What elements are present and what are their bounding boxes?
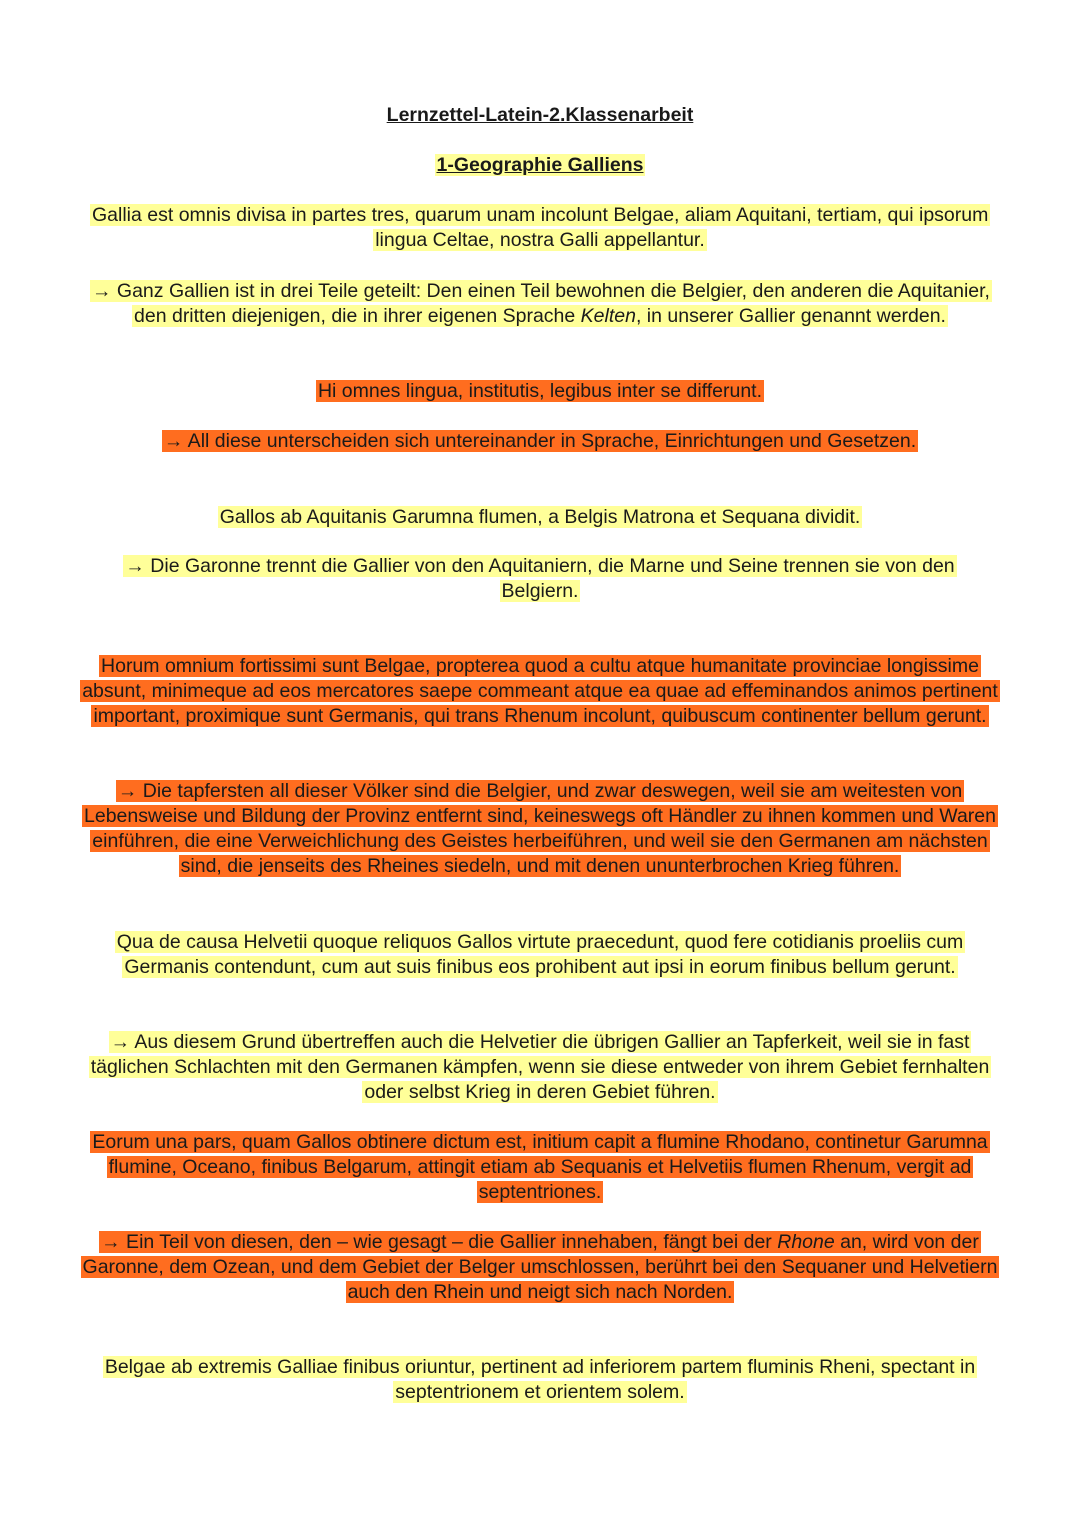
section-heading-block: [90, 153, 990, 178]
latin-paragraph-3: [90, 505, 990, 530]
paragraph-text: Hi omnes lingua, institutis, legibus inter se differunt.: [317, 380, 763, 402]
latin-paragraph-2: [90, 379, 990, 404]
german-paragraph-1: [90, 279, 990, 329]
paragraph-text: Gallia est omnis divisa in partes tres, quarum unam incolunt Belgae, aliam Aquitani, tertiam, qui ipsorum lingua Celtae, nostra Galli appellantur.: [92, 204, 989, 251]
paragraph-text-part: an, wird von der Garonne, dem Ozean, und dem Gebiet der Belger umschlossen, berührt bei den Sequaner und Helvetiern auch den Rhein und neigt sich nach Norden.: [82, 1231, 998, 1303]
german-paragraph-2: [90, 429, 990, 454]
section-heading: 1-Geographie Galliens: [436, 154, 644, 176]
paragraph-text-part: → Ein Teil von diesen, den – wie gesagt – die Gallier innehaben, fängt bei der: [101, 1231, 778, 1253]
german-paragraph-6: [80, 1230, 1000, 1305]
latin-paragraph-7: [80, 1355, 1000, 1405]
latin-paragraph-1: [90, 203, 990, 253]
latin-paragraph-5: [90, 930, 990, 980]
paragraph-text: → Aus diesem Grund übertreffen auch die Helvetier die übrigen Gallier an Tapferkeit, weil sie in fast täglichen Schlachten mit den Germanen kämpfen, wenn sie diese entweder von ihrem Gebiet fernhalten oder selbst Krieg in deren Gebiet führen.: [90, 1031, 990, 1103]
emphasis-text: Rhone: [777, 1231, 835, 1253]
latin-paragraph-6: [90, 1130, 990, 1205]
german-paragraph-5: [80, 1030, 1000, 1105]
paragraph-text: Eorum una pars, quam Gallos obtinere dictum est, initium capit a flumine Rhodano, continetur Garumna flumine, Oceano, finibus Belgarum, attingit etiam ab Sequanis et Helvetiis flumen Rhenum, vergit ad septentriones.: [92, 1131, 988, 1203]
german-paragraph-3: [90, 554, 990, 604]
german-paragraph-4: [80, 779, 1000, 879]
latin-paragraph-4: [80, 654, 1000, 729]
paragraph-text: Horum omnium fortissimi sunt Belgae, propterea quod a cultu atque humanitate provinciae longissime absunt, minimeque ad eos mercatores saepe commeant atque ea quae ad effeminandos animos pertinent important, proximique sunt Germanis, qui trans Rhenum incolunt, quibuscum continenter bellum gerunt.: [82, 655, 998, 727]
paragraph-text: → All diese unterscheiden sich untereinander in Sprache, Einrichtungen und Gesetzen.: [163, 430, 917, 452]
paragraph-text: → Die tapfersten all dieser Völker sind die Belgier, und zwar deswegen, weil sie am weitesten von Lebensweise und Bildung der Provinz entfernt sind, keineswegs oft Händler zu ihnen kommen und Waren einführen, die eine Verweichlichung des Geistes herbeiführen, und weil sie den Germanen am nächsten sind, die jenseits des Rheines siedeln, und mit denen ununterbrochen Krieg führen.: [84, 780, 996, 877]
paragraph-text: [81, 1231, 1000, 1303]
document-title-block: [90, 103, 990, 128]
paragraph-text: → Die Garonne trennt die Gallier von den Aquitaniern, die Marne und Seine trennen sie von den Belgiern.: [125, 555, 955, 602]
paragraph-text-part: , in unserer Gallier genannt werden.: [635, 305, 946, 327]
paragraph-text: Gallos ab Aquitanis Garumna flumen, a Belgis Matrona et Sequana dividit.: [219, 506, 861, 528]
paragraph-text: Belgae ab extremis Galliae finibus oriuntur, pertinent ad inferiorem partem fluminis Rheni, spectant in septentrionem et orientem solem.: [104, 1356, 976, 1403]
paragraph-text: [90, 280, 992, 327]
paragraph-text: Qua de causa Helvetii quoque reliquos Gallos virtute praecedunt, quod fere cotidianis proeliis cum Germanis contendunt, cum aut suis finibus eos prohibent aut ipsi in eorum finibus bellum gerunt.: [116, 931, 964, 978]
document-title: Lernzettel-Latein-2.Klassenarbeit: [386, 104, 694, 126]
emphasis-text: Kelten: [580, 305, 636, 327]
paragraph-text-part: → Ganz Gallien ist in drei Teile geteilt: Den einen Teil bewohnen die Belgier, den anderen die Aquitanier, den dritten diejenigen, die in ihrer eigenen Sprache: [92, 280, 990, 327]
